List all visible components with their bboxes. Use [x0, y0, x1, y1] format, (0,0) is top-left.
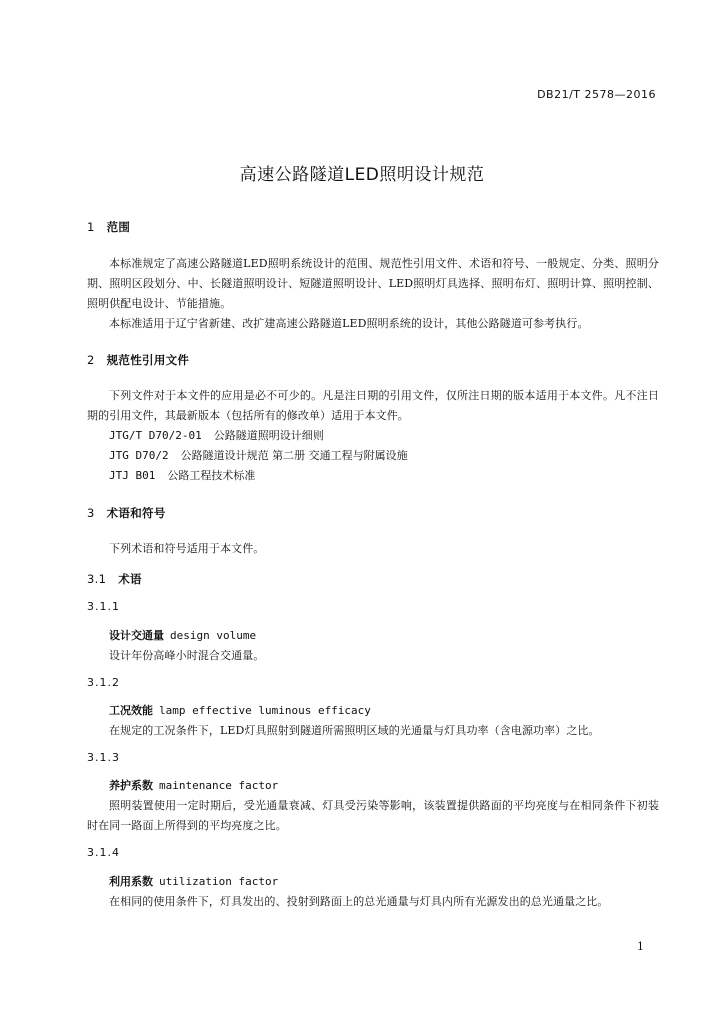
- reference-code: JTG/T D70/2-01: [109, 429, 202, 442]
- term-entry: [87, 626, 659, 666]
- reference-item: [87, 426, 659, 446]
- reference-name: 公路隧道设计规范 第二册 交通工程与附属设施: [180, 449, 408, 462]
- reference-name: 公路工程技术标准: [167, 469, 256, 482]
- term-heading: [87, 626, 659, 646]
- section-2-number: 2: [87, 353, 95, 367]
- term-en: utilization factor: [159, 875, 279, 888]
- term-number: 3.1.1: [87, 600, 120, 613]
- section-1-number: 1: [87, 220, 95, 234]
- term-definition: 在规定的工况条件下，LED灯具照射到隧道所需照明区域的光通量与灯具功率（含电源功率）之比。: [109, 724, 600, 737]
- standard-code: DB21/T 2578—2016: [537, 88, 656, 101]
- section-1-body: [87, 254, 659, 334]
- term-definition: 在相同的使用条件下，灯具发出的、投射到路面上的总光通量与灯具内所有光源发出的总光通量之比。: [109, 895, 609, 908]
- section-2-title: 规范性引用文件: [106, 353, 190, 367]
- section-2-heading: [87, 352, 659, 368]
- subsection-3-1-heading: [87, 571, 659, 587]
- section-3-title: 术语和符号: [106, 506, 166, 520]
- term-heading: [87, 701, 659, 721]
- section-1-paragraph-1: 本标准规定了高速公路隧道LED照明系统设计的范围、规范性引用文件、术语和符号、一般规定、分类、照明分期、照明区段划分、中、长隧道照明设计、短隧道照明设计、LED照明灯具选择、照明布灯、照明计算、照明控制、照明供配电设计、节能措施。: [87, 257, 659, 310]
- document-title: 高速公路隧道LED照明设计规范: [239, 165, 485, 185]
- term-cn: 利用系数: [109, 875, 153, 888]
- reference-item: [87, 446, 659, 466]
- term-number: 3.1.4: [87, 846, 120, 859]
- term-cn: 设计交通量: [109, 629, 164, 642]
- term-cn: 工况效能: [109, 704, 153, 717]
- term-en: lamp effective luminous efficacy: [159, 704, 371, 717]
- reference-code: JTG D70/2: [109, 449, 169, 462]
- reference-code: JTJ B01: [109, 469, 156, 482]
- section-1-paragraph-2: 本标准适用于辽宁省新建、改扩建高速公路隧道LED照明系统的设计，其他公路隧道可参考执行。: [109, 317, 589, 330]
- section-1-heading: [87, 219, 659, 235]
- term-entry: [87, 701, 659, 741]
- section-3-intro-block: [87, 539, 659, 559]
- section-3-heading: [87, 505, 659, 521]
- reference-name: 公路隧道照明设计细则: [213, 429, 324, 442]
- term-definition: 设计年份高峰小时混合交通量。: [109, 649, 265, 662]
- subsection-3-1-number: 3.1: [87, 572, 107, 586]
- section-1-title: 范围: [106, 220, 131, 234]
- reference-item: [87, 466, 659, 486]
- term-en: design volume: [170, 629, 257, 642]
- term-entry: [87, 872, 659, 912]
- section-2-paragraph-1: 下列文件对于本文件的应用是必不可少的。凡是注日期的引用文件，仅所注日期的版本适用于本文件。凡不注日期的引用文件，其最新版本（包括所有的修改单）适用于本文件。: [87, 389, 659, 422]
- term-heading: [87, 872, 659, 892]
- section-3-intro: 下列术语和符号适用于本文件。: [109, 542, 265, 555]
- term-cn: 养护系数: [109, 779, 153, 792]
- term-entry: [87, 776, 659, 836]
- term-number: 3.1.2: [87, 676, 120, 689]
- subsection-3-1-title: 术语: [118, 572, 142, 586]
- section-2-body: [87, 386, 659, 486]
- term-number: 3.1.3: [87, 751, 120, 764]
- term-en: maintenance factor: [159, 779, 279, 792]
- term-definition: 照明装置使用一定时期后，受光通量衰减、灯具受污染等影响，该装置提供路面的平均亮度与在相同条件下初装时在同一路面上所得到的平均亮度之比。: [87, 799, 659, 832]
- page-number: 1: [637, 940, 644, 953]
- term-heading: [87, 776, 659, 796]
- section-3-number: 3: [87, 506, 95, 520]
